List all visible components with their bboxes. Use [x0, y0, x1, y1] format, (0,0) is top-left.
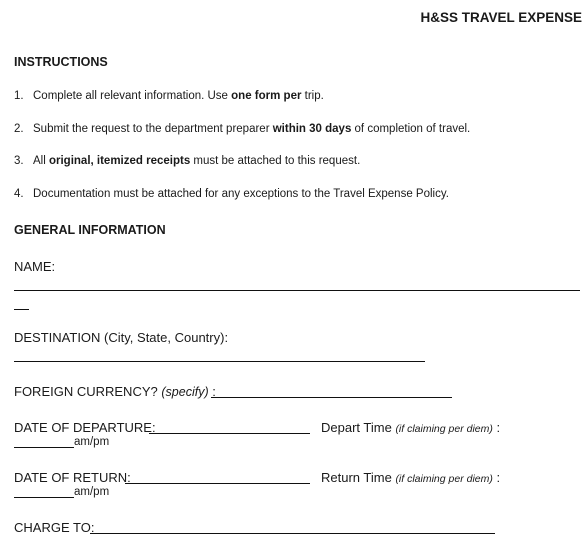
instruction-number: 2. [14, 123, 24, 135]
foreign-currency-question: FOREIGN CURRENCY? [14, 384, 158, 399]
instruction-text-end: of completion of travel. [351, 123, 471, 135]
instruction-emphasis: within 30 days [272, 123, 352, 135]
return-time-text: Return Time [321, 470, 392, 485]
foreign-currency-specify: (specify) [161, 385, 209, 399]
departure-date-label: DATE OF DEPARTURE: [14, 420, 156, 435]
departure-date-field-line[interactable] [149, 433, 310, 434]
name-label: NAME: [14, 259, 56, 274]
return-time-colon: : [496, 470, 501, 485]
depart-time-ampm: am/pm [74, 436, 110, 448]
instruction-text: All [33, 155, 49, 167]
depart-time-field-line[interactable] [14, 447, 74, 448]
charge-to-label: CHARGE TO: [14, 520, 95, 535]
instruction-item-1 [14, 90, 324, 102]
instruction-text-end: trip. [301, 90, 324, 102]
return-date-field-line[interactable] [125, 483, 310, 484]
return-time-field-line[interactable] [14, 497, 74, 498]
instruction-text-end: must be attached to this request. [190, 155, 361, 167]
instruction-emphasis: one form per [231, 90, 302, 102]
foreign-currency-colon: : [212, 384, 216, 399]
foreign-currency-label [14, 384, 216, 399]
return-date-label: DATE OF RETURN: [14, 470, 131, 485]
instruction-number: 1. [14, 90, 24, 102]
destination-field-line[interactable] [14, 361, 425, 362]
depart-time-note: (if claiming per diem) [395, 423, 493, 435]
depart-time-text: Depart Time [321, 420, 392, 435]
return-time-note: (if claiming per diem) [395, 473, 493, 485]
instructions-heading: INSTRUCTIONS [14, 55, 108, 69]
foreign-currency-field-line[interactable] [211, 397, 452, 398]
return-time-label [321, 470, 500, 485]
name-field-line[interactable] [14, 290, 580, 291]
form-title: H&SS TRAVEL EXPENSE [420, 10, 582, 25]
destination-label: DESTINATION (City, State, Country): [14, 330, 229, 345]
instruction-text: Documentation must be attached for any exceptions to the Travel Expense Policy. [33, 188, 449, 200]
depart-time-colon: : [496, 420, 501, 435]
instruction-number: 3. [14, 155, 24, 167]
general-info-heading: GENERAL INFORMATION [14, 223, 166, 237]
instruction-number: 4. [14, 188, 24, 200]
instruction-text: Submit the request to the department preparer [33, 123, 273, 135]
name-field-line-continued[interactable] [14, 309, 29, 310]
instruction-item-3 [14, 155, 360, 167]
return-time-ampm: am/pm [74, 486, 110, 498]
instruction-text: Complete all relevant information. Use [33, 90, 232, 102]
instruction-item-4 [14, 188, 449, 200]
instruction-emphasis: original, itemized receipts [48, 155, 191, 167]
instruction-item-2 [14, 123, 470, 135]
depart-time-label [321, 420, 500, 435]
charge-to-field-line[interactable] [90, 533, 495, 534]
